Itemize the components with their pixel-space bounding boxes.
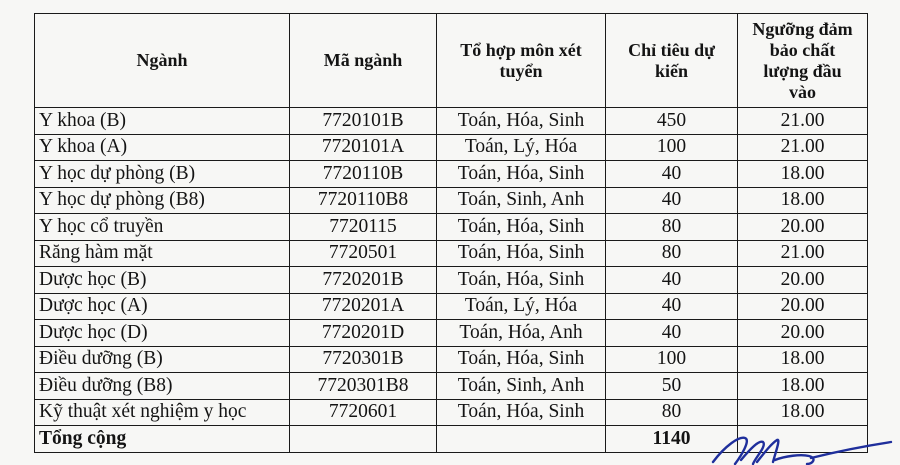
table-row [35,187,868,214]
cell-nguong: 18.00 [738,346,868,373]
header-to-hop: Tổ hợp môn xét tuyển [437,14,606,108]
cell-ma-nganh: 7720201D [290,320,437,347]
cell-to-hop: Toán, Hóa, Sinh [437,346,606,373]
cell-nganh: Dược học (A) [35,293,290,320]
cell-chi-tieu: 80 [606,399,738,426]
total-value: 1140 [606,426,738,453]
cell-to-hop: Toán, Lý, Hóa [437,293,606,320]
cell-to-hop: Toán, Hóa, Sinh [437,214,606,241]
cell-chi-tieu: 40 [606,161,738,188]
cell-nguong: 20.00 [738,214,868,241]
handwritten-signature [705,432,895,465]
cell-ma-nganh: 7720501 [290,240,437,267]
cell-chi-tieu: 80 [606,214,738,241]
cell-to-hop: Toán, Hóa, Anh [437,320,606,347]
cell-nganh: Kỹ thuật xét nghiệm y học [35,399,290,426]
cell-nguong: 18.00 [738,187,868,214]
total-empty-cell [290,426,437,453]
cell-chi-tieu: 50 [606,373,738,400]
cell-nguong: 21.00 [738,134,868,161]
cell-to-hop: Toán, Hóa, Sinh [437,399,606,426]
cell-chi-tieu: 450 [606,108,738,135]
header-ma-nganh: Mã ngành [290,14,437,108]
cell-nguong: 20.00 [738,320,868,347]
cell-ma-nganh: 7720115 [290,214,437,241]
cell-to-hop: Toán, Sinh, Anh [437,187,606,214]
total-empty-cell [437,426,606,453]
cell-nguong: 18.00 [738,161,868,188]
cell-nganh: Dược học (D) [35,320,290,347]
header-chi-tieu: Chỉ tiêu dự kiến [606,14,738,108]
cell-nguong: 20.00 [738,267,868,294]
table-row [35,373,868,400]
cell-chi-tieu: 40 [606,320,738,347]
table-row [35,399,868,426]
cell-nganh: Y khoa (B) [35,108,290,135]
table-row [35,134,868,161]
cell-to-hop: Toán, Sinh, Anh [437,373,606,400]
cell-chi-tieu: 100 [606,346,738,373]
header-nganh: Ngành [35,14,290,108]
cell-nguong: 21.00 [738,108,868,135]
table-row [35,267,868,294]
cell-nganh: Điều dưỡng (B) [35,346,290,373]
cell-ma-nganh: 7720101B [290,108,437,135]
cell-nganh: Y học dự phòng (B) [35,161,290,188]
admission-quota-table [34,13,868,453]
table-row [35,320,868,347]
cell-nguong: 18.00 [738,373,868,400]
cell-to-hop: Toán, Hóa, Sinh [437,161,606,188]
cell-ma-nganh: 7720201B [290,267,437,294]
cell-ma-nganh: 7720101A [290,134,437,161]
cell-nguong: 18.00 [738,399,868,426]
cell-to-hop: Toán, Hóa, Sinh [437,240,606,267]
cell-nganh: Y học cổ truyền [35,214,290,241]
table-row [35,293,868,320]
cell-nganh: Y khoa (A) [35,134,290,161]
cell-nganh: Điều dưỡng (B8) [35,373,290,400]
cell-nguong: 21.00 [738,240,868,267]
cell-to-hop: Toán, Hóa, Sinh [437,108,606,135]
cell-ma-nganh: 7720301B [290,346,437,373]
cell-chi-tieu: 100 [606,134,738,161]
table-row [35,214,868,241]
cell-ma-nganh: 7720201A [290,293,437,320]
cell-ma-nganh: 7720301B8 [290,373,437,400]
table-row [35,108,868,135]
cell-chi-tieu: 40 [606,293,738,320]
cell-nguong: 20.00 [738,293,868,320]
cell-nganh: Dược học (B) [35,267,290,294]
table-row [35,346,868,373]
table-row [35,161,868,188]
cell-chi-tieu: 80 [606,240,738,267]
cell-ma-nganh: 7720110B [290,161,437,188]
cell-ma-nganh: 7720110B8 [290,187,437,214]
cell-nganh: Răng hàm mặt [35,240,290,267]
cell-to-hop: Toán, Lý, Hóa [437,134,606,161]
cell-chi-tieu: 40 [606,267,738,294]
header-nguong: Ngưỡng đảm bảo chất lượng đầu vào [738,14,868,108]
table-header-row [35,14,868,108]
cell-to-hop: Toán, Hóa, Sinh [437,267,606,294]
total-label: Tổng cộng [35,426,290,453]
cell-chi-tieu: 40 [606,187,738,214]
cell-ma-nganh: 7720601 [290,399,437,426]
table-row [35,240,868,267]
cell-nganh: Y học dự phòng (B8) [35,187,290,214]
